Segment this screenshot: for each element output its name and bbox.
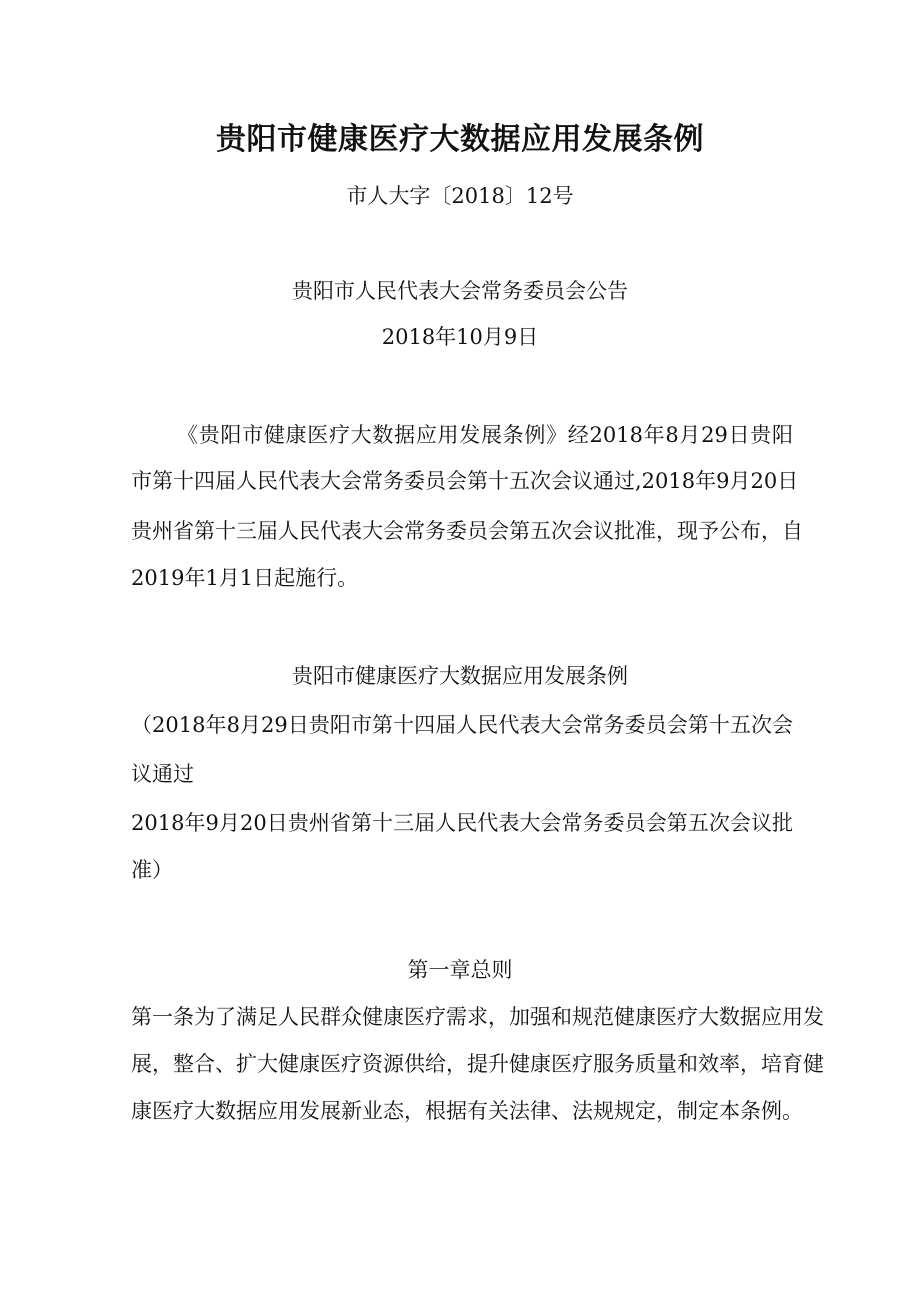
regulation-note-line: （2018年8月29日贵阳市第十四届人民代表大会常务委员会第十五次会 <box>131 713 793 737</box>
article-one-line: 展，整合、扩大健康医疗资源供给，提升健康医疗服务质量和效率，培育健 <box>131 1052 824 1076</box>
document-number: 市人大字〔2018〕12号 <box>346 184 574 208</box>
announcement-paragraph-line: 市第十四届人民代表大会常务委员会第十五次会议通过,2018年9月20日 <box>131 469 799 493</box>
regulation-note-line: 准） <box>131 858 173 882</box>
article-one-line: 第一条为了满足人民群众健康医疗需求，加强和规范健康医疗大数据应用发 <box>131 1005 824 1029</box>
announcement-paragraph-line: 《贵阳市健康医疗大数据应用发展条例》经2018年8月29日贵阳 <box>177 423 793 447</box>
regulation-note-line: 议通过 <box>131 762 194 786</box>
article-one-line: 康医疗大数据应用发展新业态，根据有关法律、法规规定，制定本条例。 <box>131 1099 803 1123</box>
announcement-paragraph-line: 2019年1月1日起施行。 <box>131 566 359 590</box>
announcement-paragraph-line: 贵州省第十三届人民代表大会常务委员会第五次会议批准，现予公布，自 <box>131 519 803 543</box>
regulation-note-line: 2018年9月20日贵州省第十三届人民代表大会常务委员会第五次会议批 <box>131 811 793 835</box>
chapter-heading: 第一章总则 <box>407 958 513 982</box>
announcement-date: 2018年10月9日 <box>381 325 539 349</box>
regulation-title: 贵阳市健康医疗大数据应用发展条例 <box>292 664 628 688</box>
announcement-issuer: 贵阳市人民代表大会常务委员会公告 <box>292 279 628 303</box>
document-title: 贵阳市健康医疗大数据应用发展条例 <box>216 122 704 157</box>
